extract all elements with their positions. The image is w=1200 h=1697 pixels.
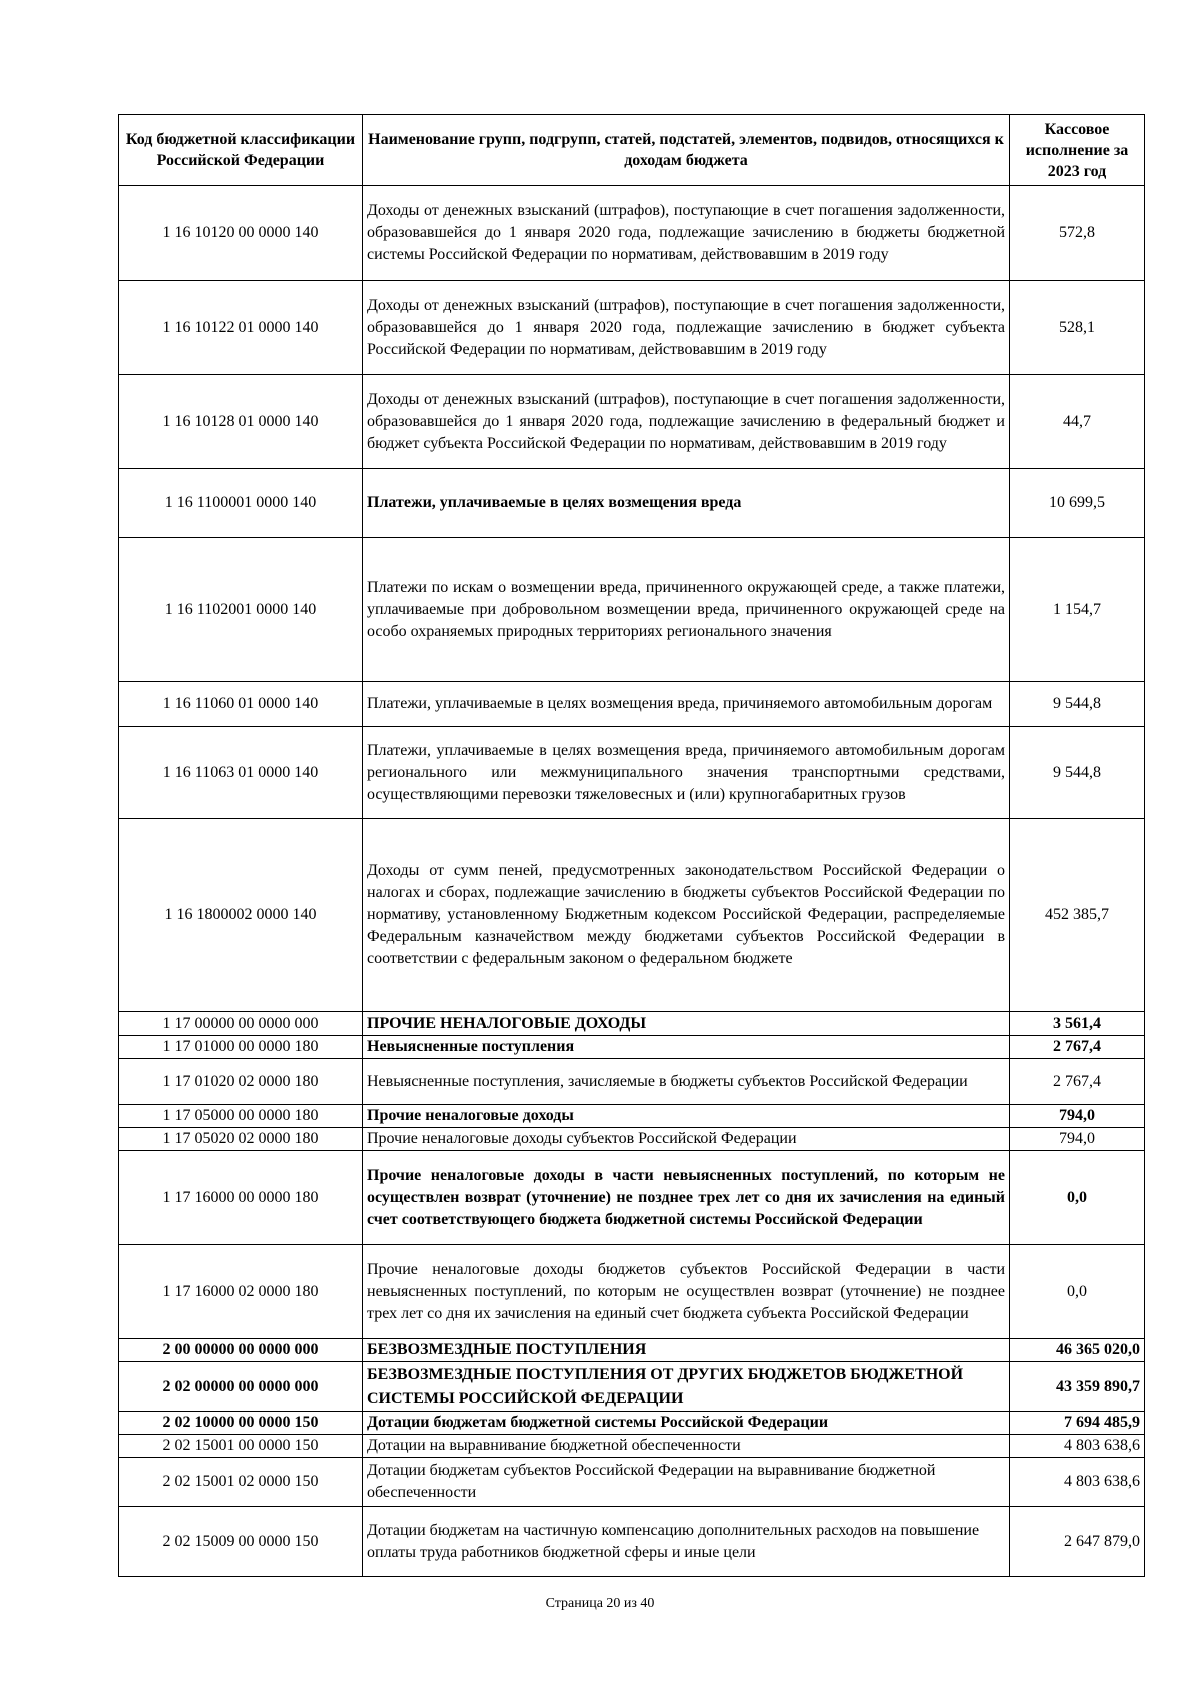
column-header-value: Кассовое исполнение за 2023 год (1010, 115, 1145, 186)
row-value: 2 767,4 (1010, 1036, 1145, 1059)
row-name: Невыясненные поступления (363, 1036, 1010, 1059)
table-row (119, 1059, 1145, 1105)
row-value: 528,1 (1010, 281, 1145, 375)
row-value: 9 544,8 (1010, 682, 1145, 727)
row-name: Прочие неналоговые доходы (363, 1105, 1010, 1128)
row-value: 43 359 890,7 (1010, 1362, 1145, 1412)
row-value: 794,0 (1010, 1128, 1145, 1151)
row-name: Дотации бюджетам на частичную компенсацию дополнительных расходов на повышение оплаты труда работников бюджетной сферы и иные цели (363, 1507, 1010, 1577)
column-header-code: Код бюджетной классификации Российской Федерации (119, 115, 363, 186)
row-name: Доходы от сумм пеней, предусмотренных законодательством Российской Федерации о налогах и сборах, подлежащие зачислению в бюджеты субъектов Российской Федерации по нормативу, установленному Бюджетным кодексом Российской Федерации, распределяемые Федеральным казначейством между бюджетами субъектов Российской Федерации в соответствии с федеральным законом о федеральном бюджете (363, 819, 1010, 1012)
table-row (119, 1128, 1145, 1151)
row-code: 2 02 00000 00 0000 000 (119, 1362, 363, 1412)
table-row (119, 1458, 1145, 1507)
row-code: 2 02 10000 00 0000 150 (119, 1412, 363, 1435)
row-value: 7 694 485,9 (1010, 1412, 1145, 1435)
row-code: 1 17 16000 02 0000 180 (119, 1245, 363, 1339)
row-code: 2 02 15009 00 0000 150 (119, 1507, 363, 1577)
row-name: ПРОЧИЕ НЕНАЛОГОВЫЕ ДОХОДЫ (363, 1012, 1010, 1036)
row-value: 4 803 638,6 (1010, 1435, 1145, 1458)
row-code: 1 16 1800002 0000 140 (119, 819, 363, 1012)
row-value: 4 803 638,6 (1010, 1458, 1145, 1507)
row-code: 1 17 01020 02 0000 180 (119, 1059, 363, 1105)
table-row (119, 538, 1145, 682)
table-row (119, 1412, 1145, 1435)
row-code: 2 02 15001 02 0000 150 (119, 1458, 363, 1507)
row-name: Дотации на выравнивание бюджетной обеспеченности (363, 1435, 1010, 1458)
table-row (119, 469, 1145, 538)
table-row (119, 1507, 1145, 1577)
table-row (119, 1036, 1145, 1059)
table-row (119, 1012, 1145, 1036)
row-value: 0,0 (1010, 1245, 1145, 1339)
row-code: 1 17 16000 00 0000 180 (119, 1151, 363, 1245)
table-row (119, 1362, 1145, 1412)
row-value: 3 561,4 (1010, 1012, 1145, 1036)
row-value: 572,8 (1010, 186, 1145, 281)
row-name: Прочие неналоговые доходы субъектов Российской Федерации (363, 1128, 1010, 1151)
table-row (119, 281, 1145, 375)
row-value: 2 647 879,0 (1010, 1507, 1145, 1577)
row-code: 2 00 00000 00 0000 000 (119, 1339, 363, 1362)
row-code: 1 17 00000 00 0000 000 (119, 1012, 363, 1036)
table-row (119, 819, 1145, 1012)
row-value: 452 385,7 (1010, 819, 1145, 1012)
row-name: Прочие неналоговые доходы бюджетов субъектов Российской Федерации в части невыясненных поступлений, по которым не осуществлен возврат (уточнение) не позднее трех лет со дня их зачисления на единый счет бюджета субъекта Российской Федерации (363, 1245, 1010, 1339)
row-code: 1 16 11060 01 0000 140 (119, 682, 363, 727)
row-value: 46 365 020,0 (1010, 1339, 1145, 1362)
table-row (119, 375, 1145, 469)
table-row (119, 682, 1145, 727)
table-row (119, 1339, 1145, 1362)
row-name: Дотации бюджетам субъектов Российской Федерации на выравнивание бюджетной обеспеченности (363, 1458, 1010, 1507)
table-row (119, 1435, 1145, 1458)
table-row (119, 1105, 1145, 1128)
revenue-table (118, 114, 1145, 1577)
row-code: 1 16 1102001 0000 140 (119, 538, 363, 682)
row-code: 1 16 1100001 0000 140 (119, 469, 363, 538)
row-value: 1 154,7 (1010, 538, 1145, 682)
row-name: Платежи по искам о возмещении вреда, причиненного окружающей среде, а также платежи, уплачиваемые при добровольном возмещении вреда, причиненного окружающей среде на особо охраняемых природных территориях регионального значения (363, 538, 1010, 682)
row-name: БЕЗВОЗМЕЗДНЫЕ ПОСТУПЛЕНИЯ (363, 1339, 1010, 1362)
row-name: Прочие неналоговые доходы в части невыясненных поступлений, по которым не осуществлен возврат (уточнение) не позднее трех лет со дня их зачисления на единый счет соответствующего бюджета бюджетной системы Российской Федерации (363, 1151, 1010, 1245)
row-name: Платежи, уплачиваемые в целях возмещения вреда, причиняемого автомобильным дорогам (363, 682, 1010, 727)
table-header-row (119, 115, 1145, 186)
row-code: 1 16 10122 01 0000 140 (119, 281, 363, 375)
row-name: Доходы от денежных взысканий (штрафов), поступающие в счет погашения задолженности, образовавшейся до 1 января 2020 года, подлежащие зачислению в федеральный бюджет и бюджет субъекта Российской Федерации по нормативам, действовавшим в 2019 году (363, 375, 1010, 469)
row-code: 1 17 05020 02 0000 180 (119, 1128, 363, 1151)
column-header-name: Наименование групп, подгрупп, статей, подстатей, элементов, подвидов, относящихся к доходам бюджета (363, 115, 1010, 186)
row-code: 1 16 11063 01 0000 140 (119, 727, 363, 819)
row-value: 44,7 (1010, 375, 1145, 469)
row-value: 0,0 (1010, 1151, 1145, 1245)
page-number: Страница 20 из 40 (545, 1596, 655, 1611)
row-value: 9 544,8 (1010, 727, 1145, 819)
table-row (119, 727, 1145, 819)
table-row (119, 1151, 1145, 1245)
row-code: 1 17 05000 00 0000 180 (119, 1105, 363, 1128)
row-value: 10 699,5 (1010, 469, 1145, 538)
row-name: Платежи, уплачиваемые в целях возмещения вреда, причиняемого автомобильным дорогам регионального или межмуниципального значения транспортными средствами, осуществляющими перевозки тяжеловесных и (или) крупногабаритных грузов (363, 727, 1010, 819)
row-code: 1 17 01000 00 0000 180 (119, 1036, 363, 1059)
row-name: Платежи, уплачиваемые в целях возмещения вреда (363, 469, 1010, 538)
row-name: Доходы от денежных взысканий (штрафов), поступающие в счет погашения задолженности, образовавшейся до 1 января 2020 года, подлежащие зачислению в бюджеты бюджетной системы Российской Федерации по нормативам, действовавшим в 2019 году (363, 186, 1010, 281)
row-value: 794,0 (1010, 1105, 1145, 1128)
row-name: БЕЗВОЗМЕЗДНЫЕ ПОСТУПЛЕНИЯ ОТ ДРУГИХ БЮДЖЕТОВ БЮДЖЕТНОЙ СИСТЕМЫ РОССИЙСКОЙ ФЕДЕРАЦИИ (363, 1362, 1010, 1412)
table-row (119, 186, 1145, 281)
row-code: 2 02 15001 00 0000 150 (119, 1435, 363, 1458)
row-name: Дотации бюджетам бюджетной системы Российской Федерации (363, 1412, 1010, 1435)
row-name: Доходы от денежных взысканий (штрафов), поступающие в счет погашения задолженности, образовавшейся до 1 января 2020 года, подлежащие зачислению в бюджет субъекта Российской Федерации по нормативам, действовавшим в 2019 году (363, 281, 1010, 375)
row-name: Невыясненные поступления, зачисляемые в бюджеты субъектов Российской Федерации (363, 1059, 1010, 1105)
table-row (119, 1245, 1145, 1339)
row-value: 2 767,4 (1010, 1059, 1145, 1105)
row-code: 1 16 10120 00 0000 140 (119, 186, 363, 281)
row-code: 1 16 10128 01 0000 140 (119, 375, 363, 469)
